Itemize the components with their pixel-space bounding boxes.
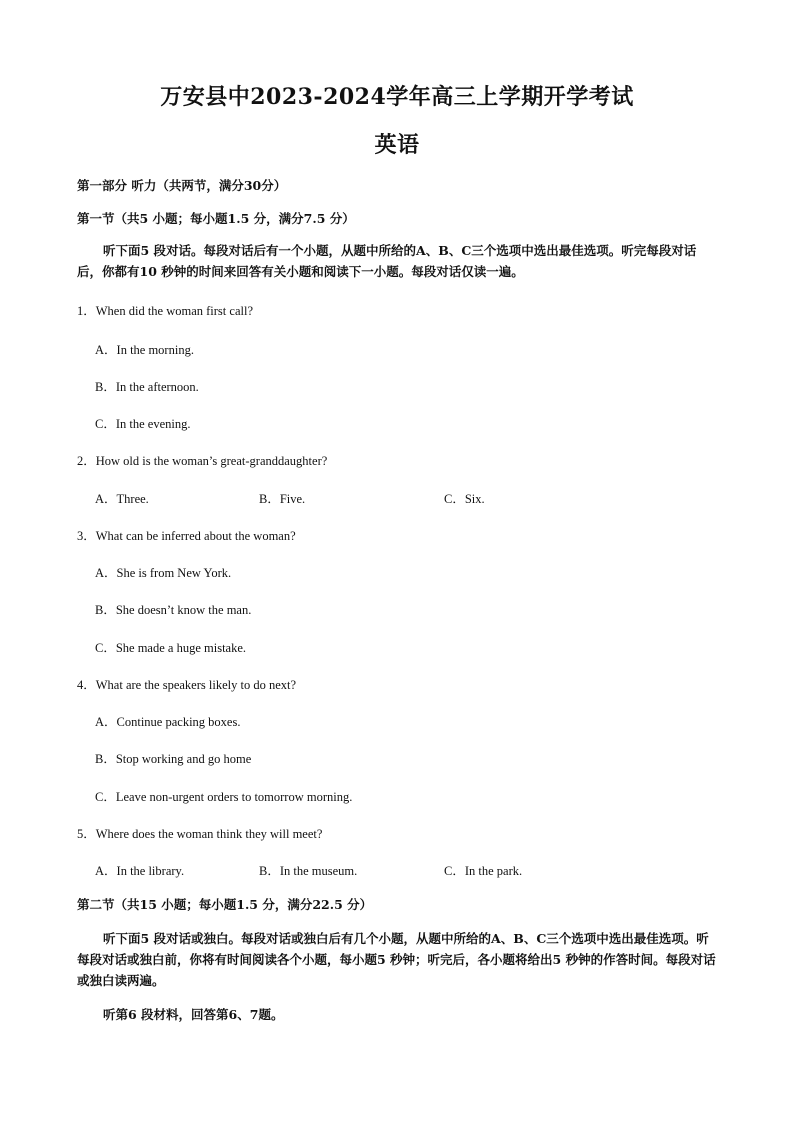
section1-heading: 第一节（共5 小题；每小题1.5 分，满分7.5 分） (77, 211, 355, 226)
q5-option-c: C．In the park. (444, 864, 523, 878)
q4-option-c: C．Leave non-urgent orders to tomorrow morning. (95, 790, 353, 804)
q3-option-a: A．She is from New York. (95, 566, 232, 580)
subject-title: 英语 (374, 132, 420, 158)
q1-option-c: C．In the evening. (95, 417, 191, 431)
part1-heading: 第一部分 听力（共两节，满分30分） (77, 178, 287, 193)
section2-instruction (77, 928, 719, 991)
q2-option-a: A．Three. (95, 492, 149, 506)
question-3: 3．What can be inferred about the woman? (77, 529, 296, 543)
q5-option-a: A．In the library. (95, 864, 185, 878)
q3-option-b: B．She doesn’t know the man. (95, 603, 252, 617)
question-5: 5．Where does the woman think they will meet? (77, 827, 323, 841)
section2-instruction-text: 听下面5 段对话或独白。每段对话或独白后有几个小题，从题中所给的A、B、C三个选项中选出最佳选项。听每段对话或独白前，你将有时间阅读各个小题，每小题5 秒钟；听完后，各小题将给出5 秒钟的作答时间。每段对话或独白读两遍。 (77, 931, 716, 988)
section1-instruction-text: 听下面5 段对话。每段对话后有一个小题，从题中所给的A、B、C三个选项中选出最佳选项。听完每段对话后，你都有10 秒钟的时间来回答有关小题和阅读下一小题。每段对话仅读一遍。 (77, 243, 697, 279)
material-6-note: 听第6 段材料，回答第6、7题。 (103, 1007, 284, 1022)
q5-option-b: B．In the museum. (259, 864, 358, 878)
question-1: 1．When did the woman first call? (77, 304, 253, 318)
section1-instruction (77, 240, 719, 282)
exam-title: 万安县中2023-2024学年高三上学期开学考试 (160, 84, 634, 110)
q2-option-c: C．Six. (444, 492, 485, 506)
question-2: 2．How old is the woman’s great-granddaughter? (77, 454, 328, 468)
q4-option-a: A．Continue packing boxes. (95, 715, 241, 729)
q4-option-b: B．Stop working and go home (95, 752, 252, 766)
q1-option-a: A．In the morning. (95, 343, 194, 357)
q1-option-b: B．In the afternoon. (95, 380, 199, 394)
question-4: 4．What are the speakers likely to do next? (77, 678, 297, 692)
q3-option-c: C．She made a huge mistake. (95, 641, 247, 655)
q2-option-b: B．Five. (259, 492, 306, 506)
section2-heading: 第二节（共15 小题；每小题1.5 分，满分22.5 分） (77, 897, 373, 912)
